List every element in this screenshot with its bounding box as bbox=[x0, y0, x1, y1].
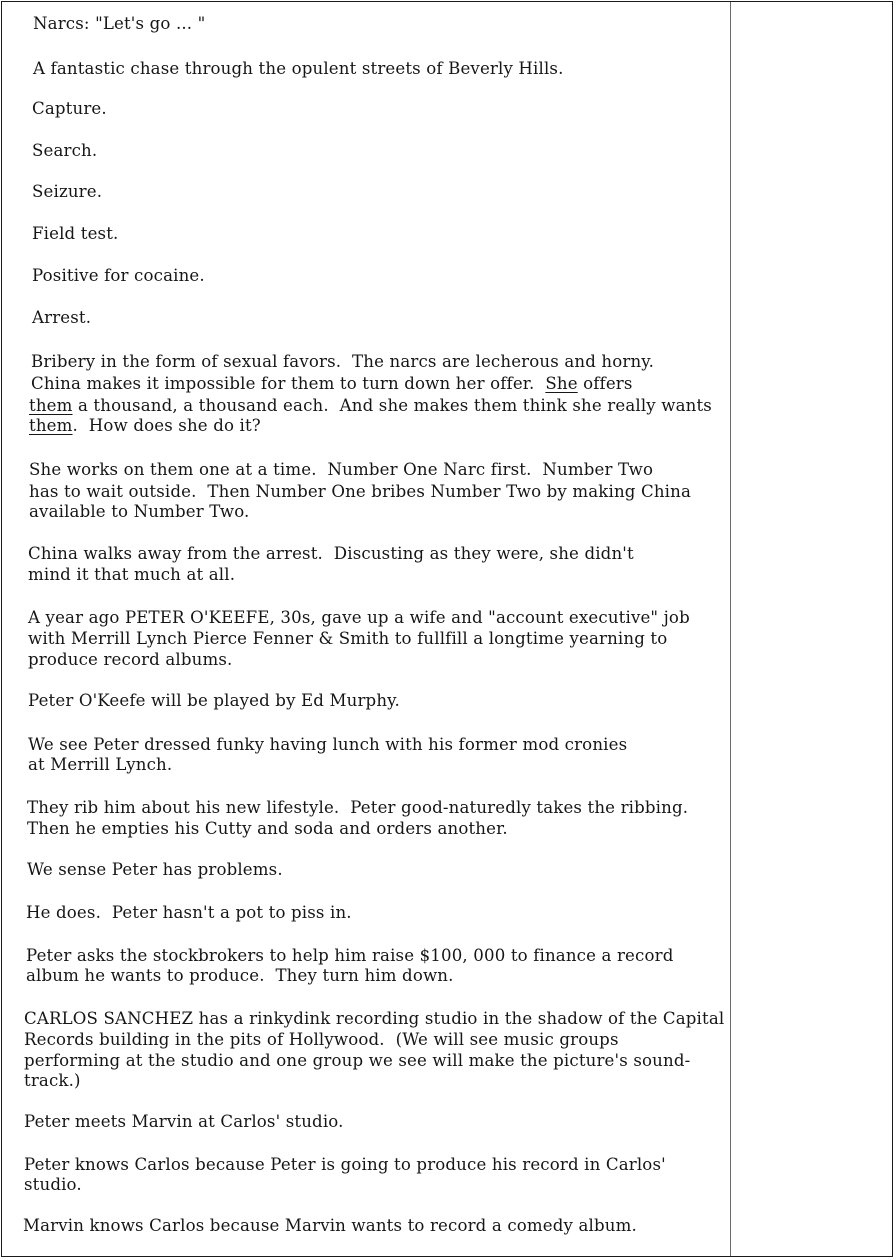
underlined-word: them bbox=[29, 396, 73, 415]
text-line: performing at the studio and one group we see will make the picture's sound- bbox=[24, 1051, 691, 1070]
text-line bbox=[29, 396, 712, 416]
text-line: A year ago PETER O'KEEFE, 30s, gave up a wife and "account executive" job bbox=[28, 608, 690, 627]
text-fragment: . How does she do it? bbox=[72, 416, 261, 435]
text-line: has to wait outside. Then Number One bribes Number Two by making China bbox=[29, 482, 691, 501]
text-line: studio. bbox=[24, 1175, 82, 1194]
text-line: Search. bbox=[32, 141, 98, 160]
text-line: Peter knows Carlos because Peter is going to produce his record in Carlos' bbox=[24, 1155, 666, 1174]
margin-rule bbox=[730, 2, 731, 1256]
text-line: Arrest. bbox=[32, 308, 92, 327]
text-line: Narcs: "Let's go ... " bbox=[33, 14, 206, 33]
text-line: We sense Peter has problems. bbox=[27, 860, 283, 879]
text-line: Seizure. bbox=[32, 182, 103, 201]
text-line: available to Number Two. bbox=[29, 502, 250, 521]
text-line: track.) bbox=[24, 1071, 81, 1090]
text-line: Then he empties his Cutty and soda and orders another. bbox=[27, 819, 508, 838]
text-fragment: a thousand, a thousand each. And she makes them think she really wants bbox=[72, 396, 712, 415]
text-line: China walks away from the arrest. Discusting as they were, she didn't bbox=[28, 544, 634, 563]
underlined-word: She bbox=[545, 374, 578, 393]
text-line: Bribery in the form of sexual favors. The narcs are lecherous and horny. bbox=[31, 352, 655, 371]
text-line: She works on them one at a time. Number One Narc first. Number Two bbox=[29, 460, 654, 479]
text-fragment: China makes it impossible for them to turn down her offer. bbox=[31, 374, 546, 393]
text-line: with Merrill Lynch Pierce Fenner & Smith to fullfill a longtime yearning to bbox=[28, 629, 668, 648]
text-line: Capture. bbox=[32, 99, 107, 118]
text-line: Marvin knows Carlos because Marvin wants to record a comedy album. bbox=[23, 1216, 637, 1235]
text-line: Field test. bbox=[32, 224, 119, 243]
text-line: CARLOS SANCHEZ has a rinkydink recording studio in the shadow of the Capital bbox=[24, 1009, 725, 1028]
text-line: Peter meets Marvin at Carlos' studio. bbox=[24, 1112, 344, 1131]
underlined-word: them bbox=[29, 416, 73, 435]
text-line: Peter O'Keefe will be played by Ed Murphy. bbox=[28, 691, 400, 710]
text-line: Peter asks the stockbrokers to help him raise $100, 000 to finance a record bbox=[26, 946, 674, 965]
text-line: They rib him about his new lifestyle. Peter good-naturedly takes the ribbing. bbox=[27, 798, 689, 817]
text-line: Positive for cocaine. bbox=[32, 266, 205, 285]
text-line bbox=[29, 416, 261, 436]
text-line: at Merrill Lynch. bbox=[28, 755, 173, 774]
text-fragment: offers bbox=[577, 374, 633, 393]
text-line: We see Peter dressed funky having lunch with his former mod cronies bbox=[28, 735, 628, 754]
document-page bbox=[1, 1, 893, 1257]
text-line: mind it that much at all. bbox=[28, 565, 236, 584]
text-line: produce record albums. bbox=[28, 650, 233, 669]
text-line: album he wants to produce. They turn him down. bbox=[26, 966, 454, 985]
text-line: A fantastic chase through the opulent streets of Beverly Hills. bbox=[33, 59, 564, 78]
text-line: He does. Peter hasn't a pot to piss in. bbox=[26, 903, 352, 922]
text-line bbox=[31, 374, 633, 394]
text-line: Records building in the pits of Hollywood. (We will see music groups bbox=[24, 1030, 619, 1049]
